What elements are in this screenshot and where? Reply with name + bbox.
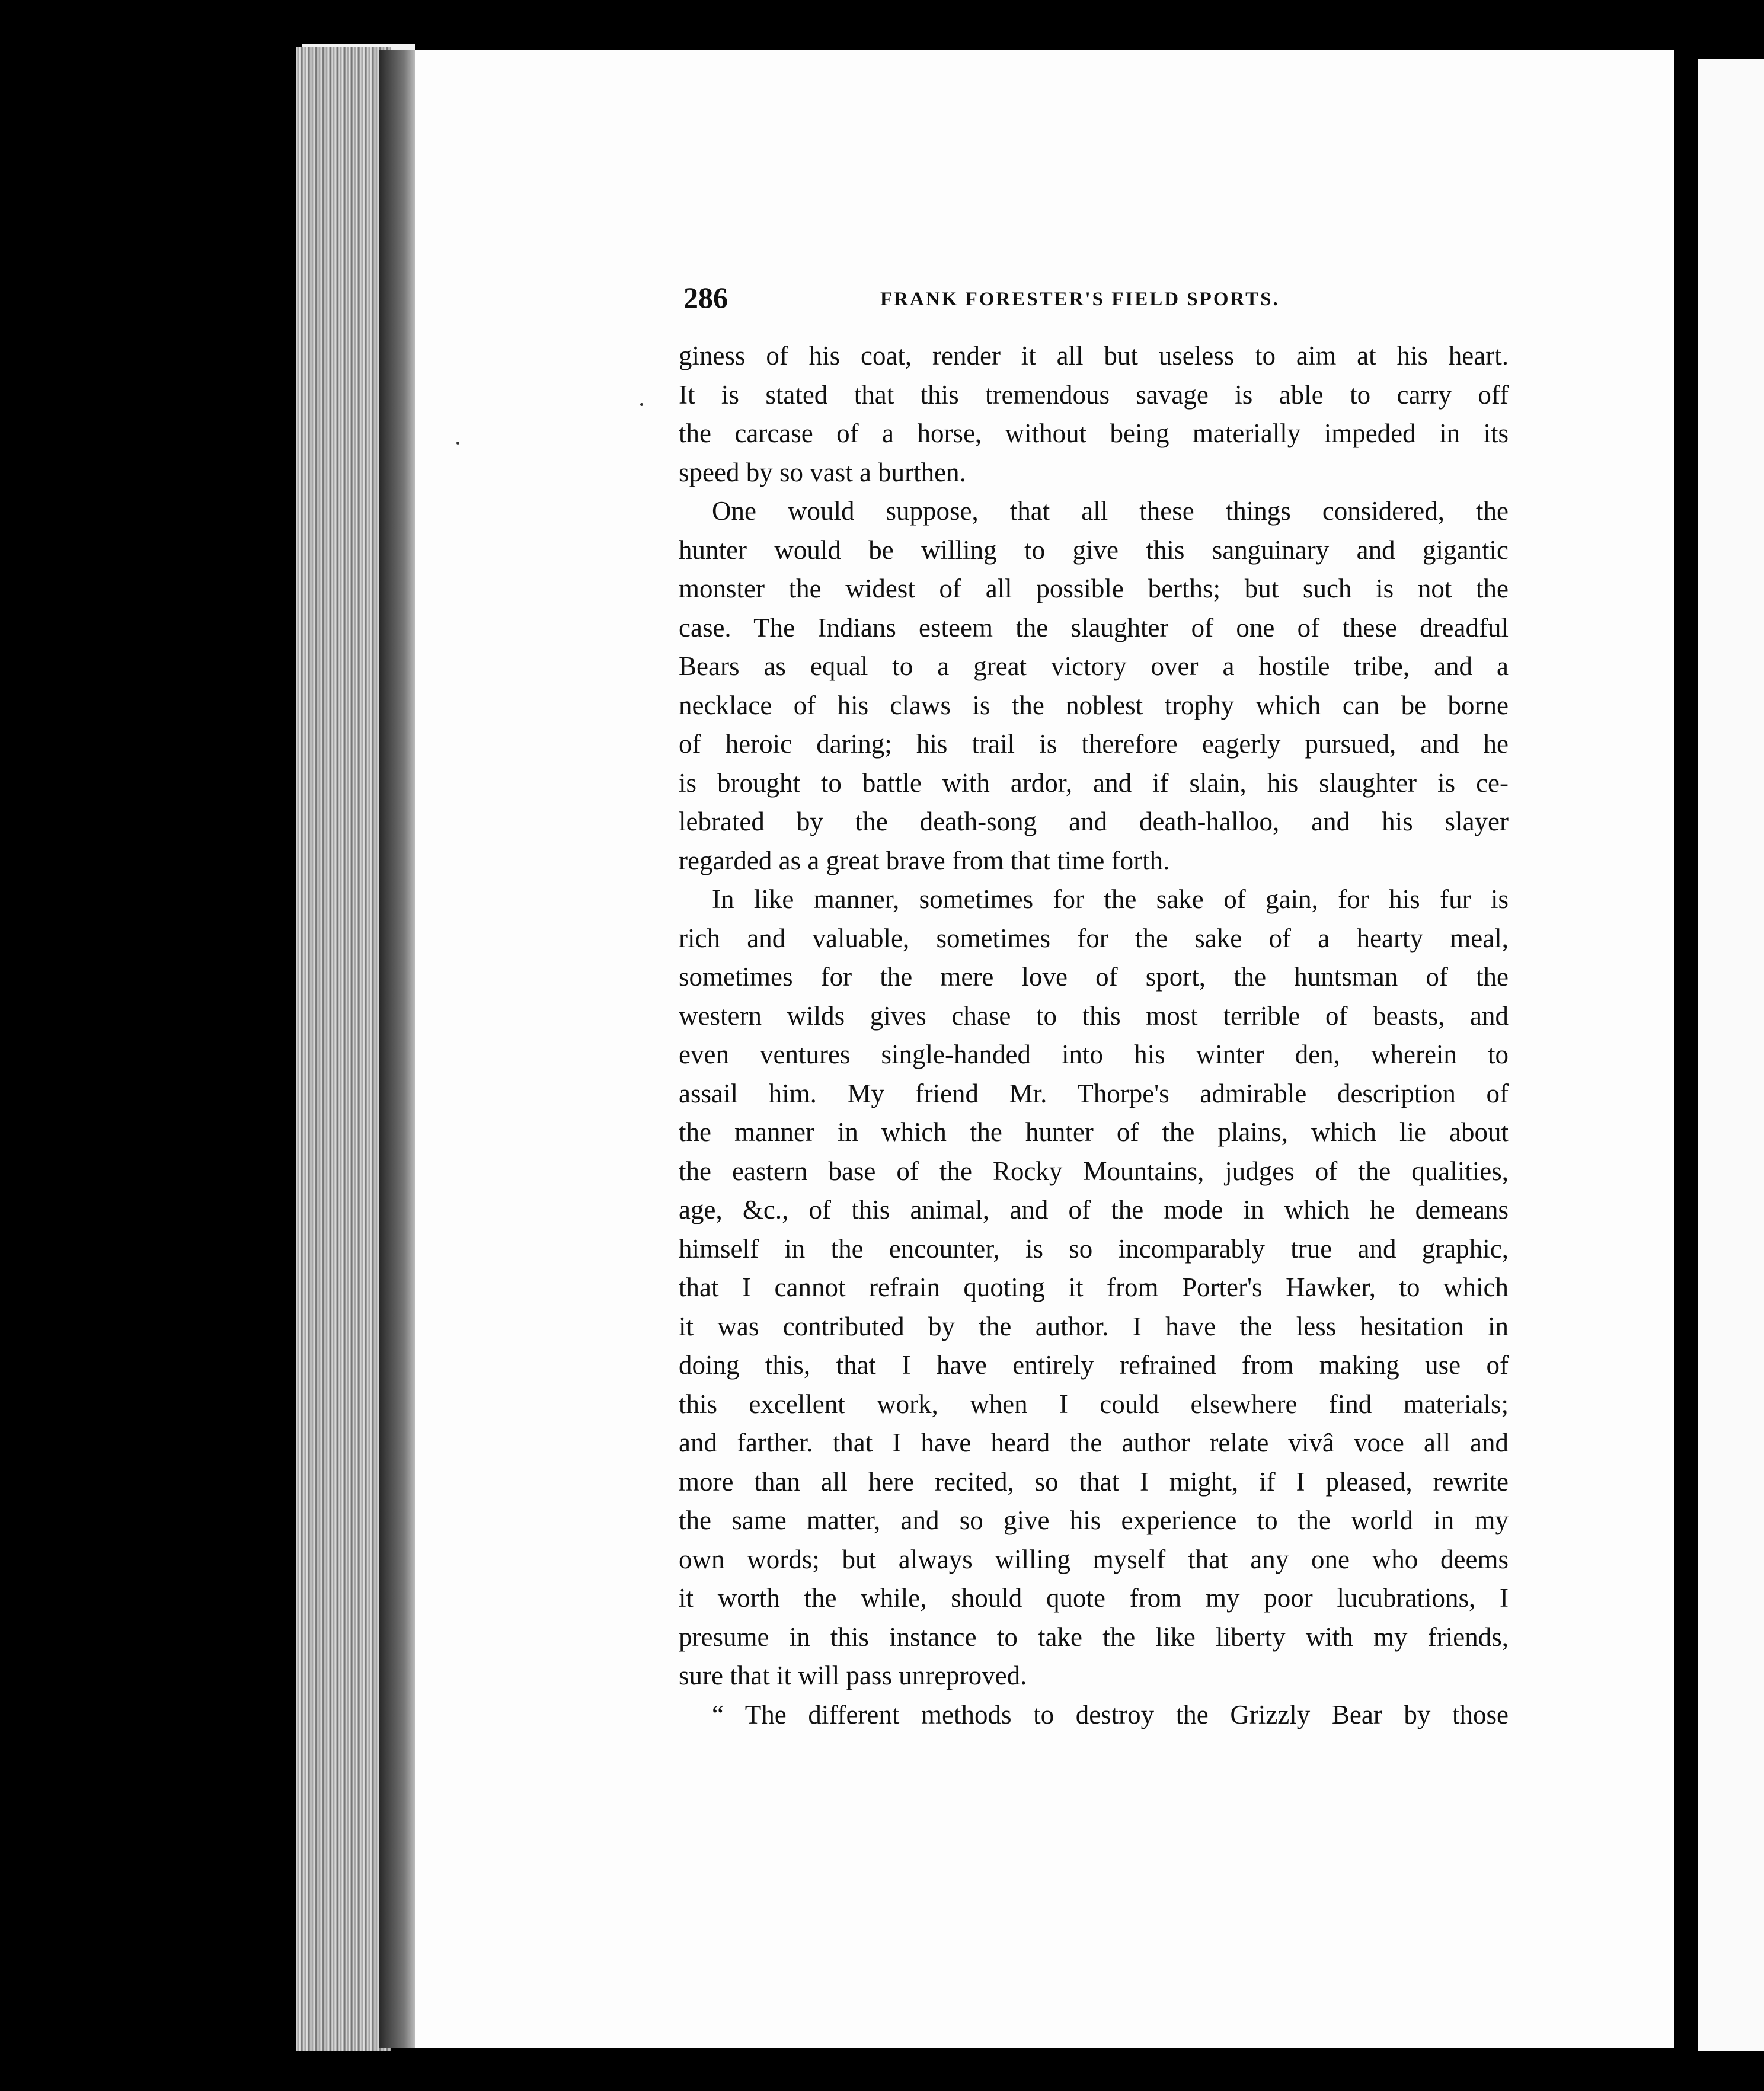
text-line: It is stated that this tremendous savage is able to carry off (679, 379, 1509, 410)
text-line: the same matter, and so give his experience to the world in my (679, 1505, 1509, 1535)
text-line: monster the widest of all possible berths; but such is not the (679, 574, 1509, 603)
text-line: necklace of his claws is the noblest trophy which can be borne (679, 690, 1509, 720)
text-line: it worth the while, should quote from my poor lucubrations, I (679, 1583, 1509, 1613)
text-line: One would suppose, that all these things considered, the (712, 496, 1509, 526)
stray-mark (640, 403, 643, 406)
text-line: case. The Indians esteem the slaughter of one of these dreadful (679, 612, 1509, 642)
text-line: this excellent work, when I could elsewhere find materials; (679, 1389, 1509, 1419)
text-line: rich and valuable, sometimes for the sake of a hearty meal, (679, 923, 1509, 953)
paragraph (679, 492, 1509, 880)
text-line: regarded as a great brave from that time forth. (679, 845, 1170, 875)
text-line: the eastern base of the Rocky Mountains, judges of the qualities, (679, 1156, 1509, 1186)
text-line: western wilds gives chase to this most terrible of beasts, and (679, 1000, 1509, 1031)
text-line: himself in the encounter, is so incomparably true and graphic, (679, 1233, 1509, 1264)
text-line: sometimes for the mere love of sport, the huntsman of the (679, 962, 1509, 992)
text-line: sure that it will pass unreproved. (679, 1661, 1027, 1690)
text-line: In like manner, sometimes for the sake of gain, for his fur is (712, 884, 1509, 914)
paragraph (679, 1696, 1509, 1735)
facing-page-edge (1698, 59, 1764, 2051)
text-line: assail him. My friend Mr. Thorpe's admirable description of (679, 1078, 1509, 1108)
text-line: and farther. that I have heard the author relate vivâ voce all and (679, 1428, 1509, 1457)
text-line: is brought to battle with ardor, and if slain, his slaughter is ce- (679, 768, 1509, 798)
stray-mark (456, 442, 459, 445)
gutter-shadow (379, 50, 415, 2048)
text-line: hunter would be willing to give this sanguinary and gigantic (679, 535, 1509, 565)
page-number: 286 (683, 281, 728, 314)
text-line: own words; but always willing myself that any one who deems (679, 1544, 1509, 1574)
stacked-page-edges (296, 47, 391, 2051)
text-line: presume in this instance to take the like liberty with my friends, (679, 1622, 1509, 1652)
paragraph (679, 337, 1509, 492)
text-line: it was contributed by the author. I have the less hesitation in (679, 1311, 1509, 1341)
paragraph (679, 880, 1509, 1696)
text-line: “ The different methods to destroy the Grizzly Bear by those (712, 1699, 1509, 1729)
page-header (683, 280, 1324, 327)
text-line: more than all here recited, so that I might, if I pleased, rewrite (679, 1466, 1509, 1497)
text-line: doing this, that I have entirely refrained from making use of (679, 1350, 1509, 1380)
text-line: speed by so vast a burthen. (679, 457, 966, 487)
text-line: giness of his coat, render it all but useless to aim at his heart. (679, 341, 1509, 370)
text-line: of heroic daring; his trail is therefore eagerly pursued, and he (679, 729, 1509, 759)
body-text (679, 337, 1509, 1734)
text-line: the carcase of a horse, without being materially impeded in its (679, 418, 1509, 448)
text-line: Bears as equal to a great victory over a hostile tribe, and a (679, 651, 1509, 681)
text-line: the manner in which the hunter of the plains, which lie about (679, 1117, 1509, 1147)
text-line: that I cannot refrain quoting it from Porter's Hawker, to which (679, 1272, 1509, 1302)
text-line: lebrated by the death-song and death-halloo, and his slayer (679, 807, 1509, 836)
running-title: FRANK FORESTER'S FIELD SPORTS. (880, 289, 1280, 310)
text-line: age, &c., of this animal, and of the mode in which he demeans (679, 1195, 1509, 1224)
text-line: even ventures single-handed into his winter den, wherein to (679, 1040, 1509, 1069)
